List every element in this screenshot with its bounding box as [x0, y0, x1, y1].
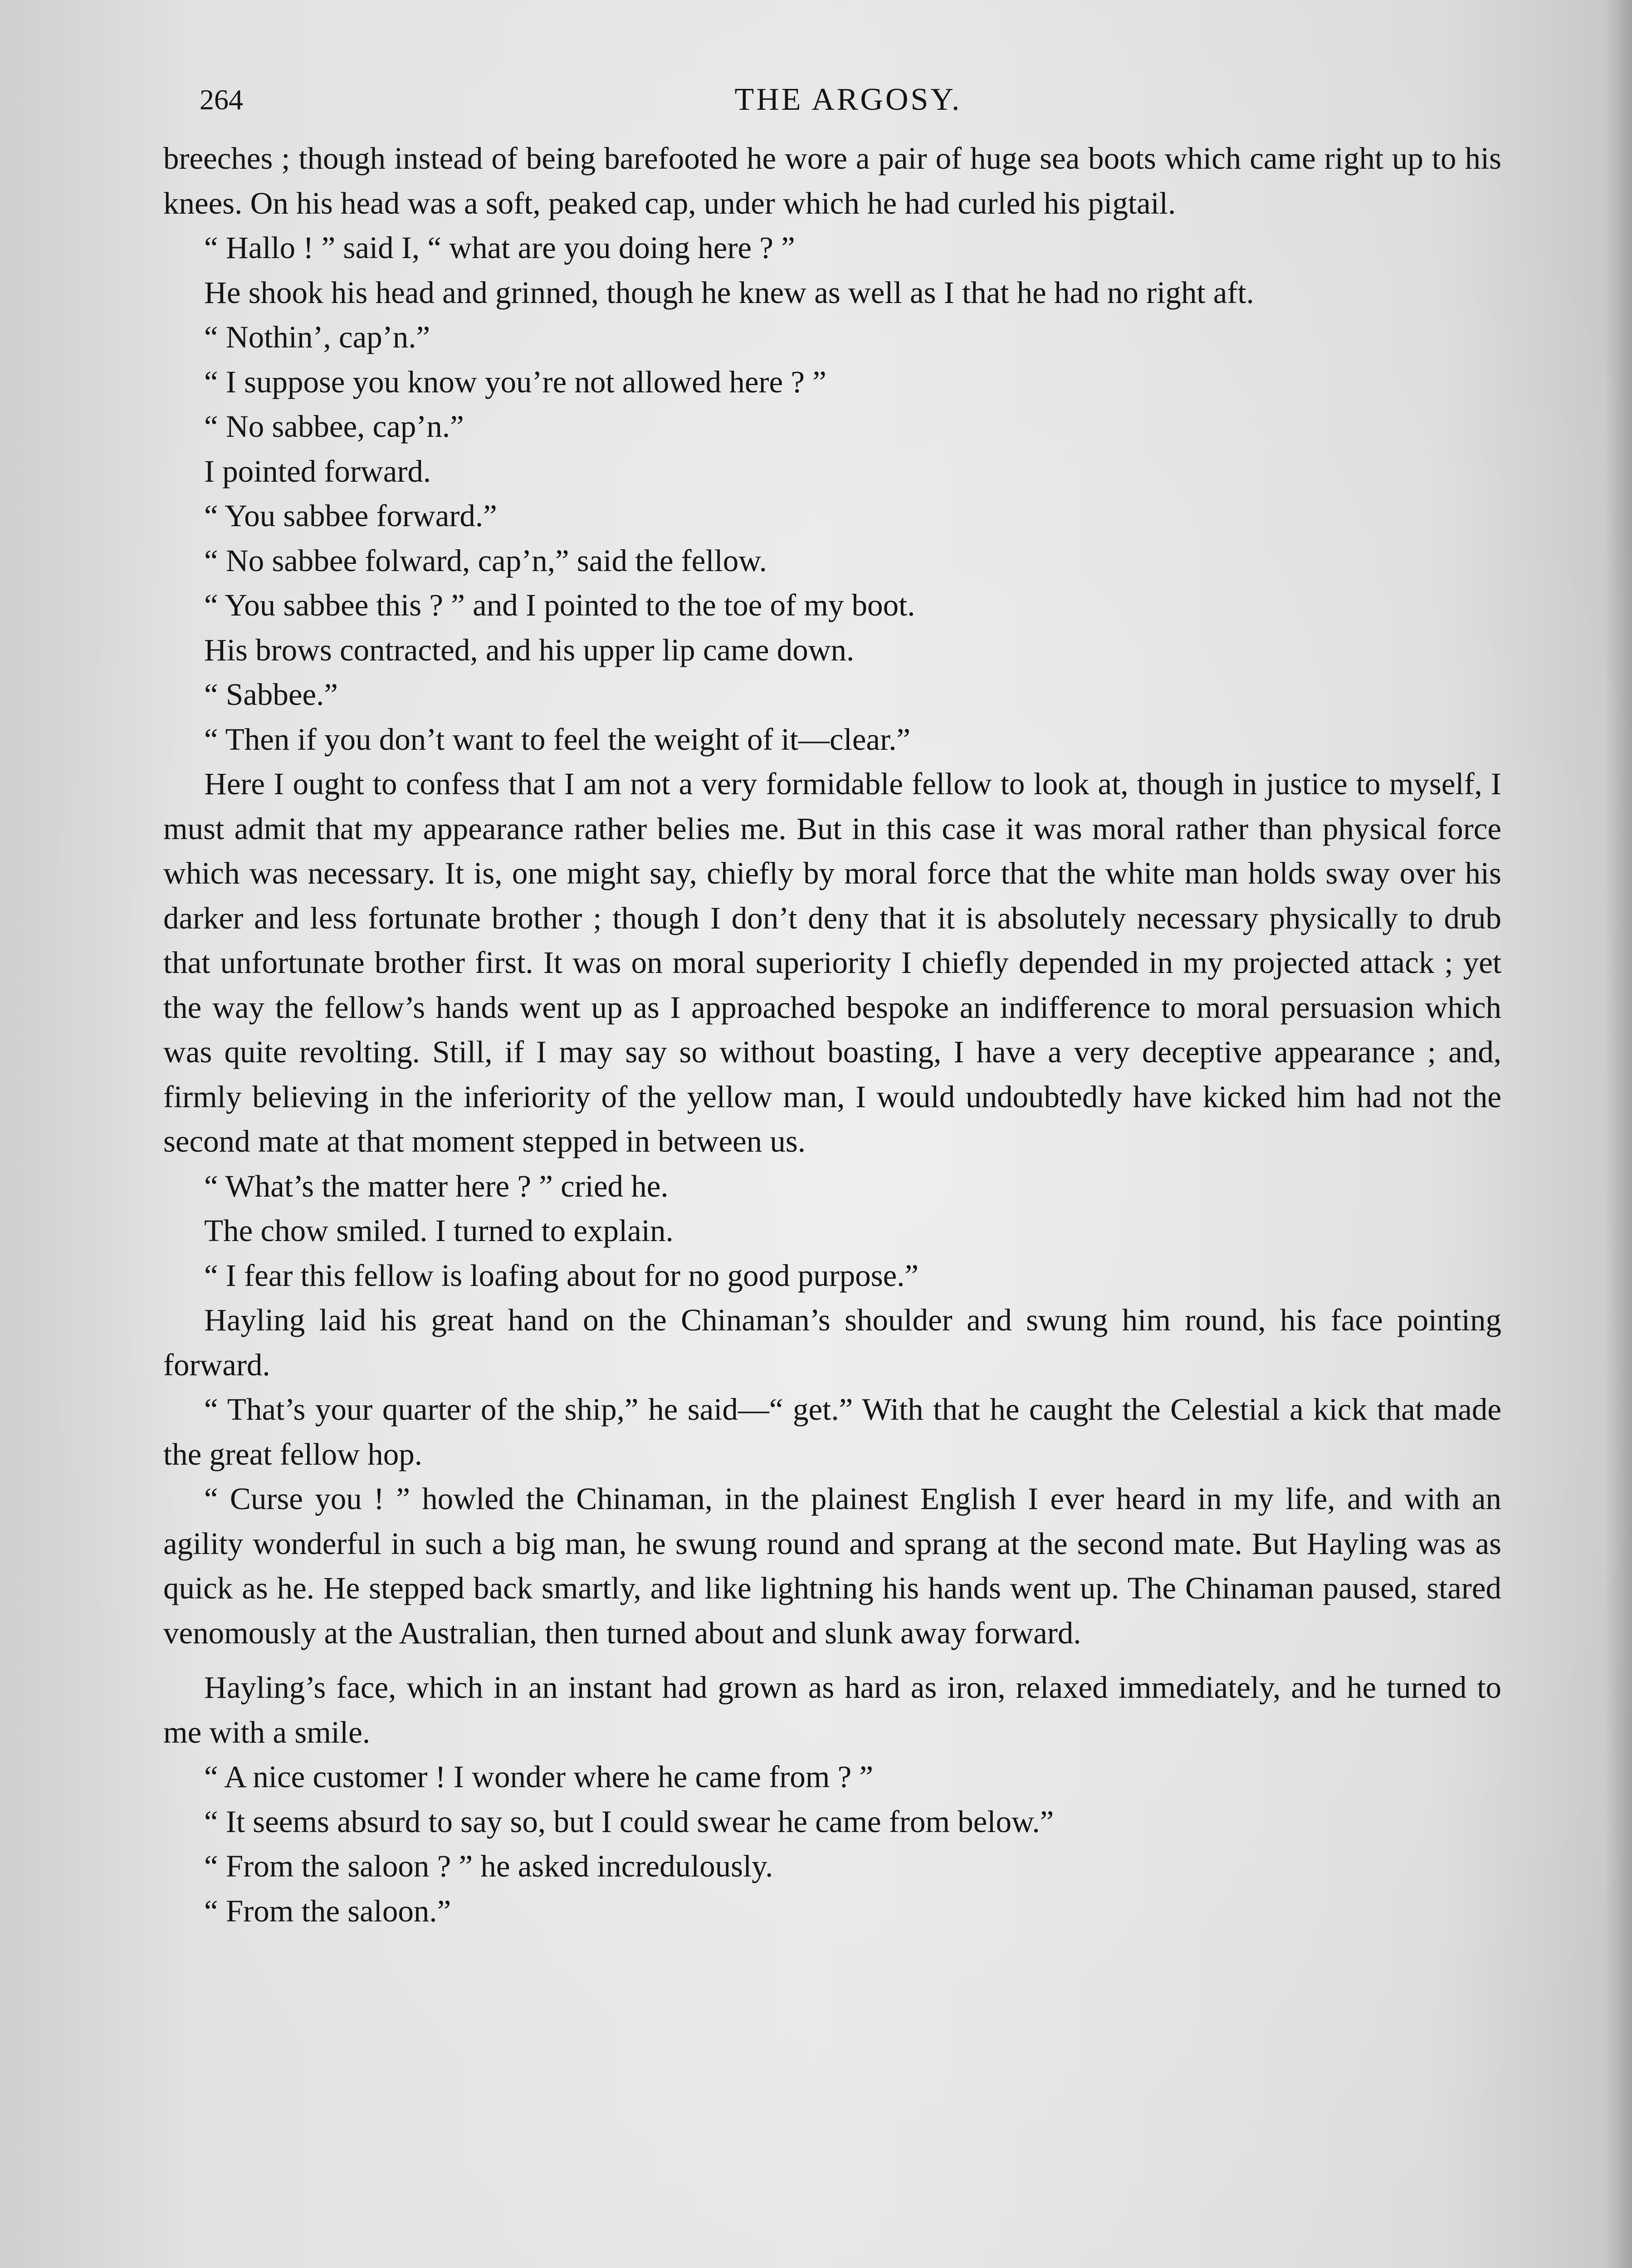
- paragraph: breeches ; though instead of being barefooted he wore a pair of huge sea boots which came right up to his knees. On his head was a soft, peaked cap, under which he had curled his pigtail.: [163, 141, 1501, 220]
- page-number: 264: [200, 83, 243, 116]
- paragraph: “ Sabbee.”: [204, 677, 338, 712]
- paragraph: “ It seems absurd to say so, but I could swear he came from below.”: [204, 1804, 1054, 1839]
- paragraph: “ A nice customer ! I wonder where he came from ? ”: [204, 1760, 874, 1794]
- running-head: [200, 77, 1497, 132]
- paragraph: “ That’s your quarter of the ship,” he said—“ get.” With that he caught the Celestial a kick that made the great fellow hop.: [163, 1392, 1501, 1471]
- paragraph: “ No sabbee, cap’n.”: [204, 409, 464, 444]
- paragraph: His brows contracted, and his upper lip came down.: [204, 632, 855, 667]
- paragraph: “ From the saloon.”: [204, 1893, 451, 1928]
- paragraph: “ Hallo ! ” said I, “ what are you doing here ? ”: [204, 230, 795, 265]
- paragraph: “ You sabbee forward.”: [204, 499, 497, 533]
- paragraph: “ I fear this fellow is loafing about for no good purpose.”: [204, 1258, 919, 1293]
- paragraph: “ From the saloon ? ” he asked incredulously.: [204, 1849, 773, 1883]
- paragraph: “ Curse you ! ” howled the Chinaman, in the plainest English I ever heard in my life, and with an agility wonderful in such a big man, he swung round and sprang at the second mate. But Hayling was as quick as he. He stepped back smartly, and like lightning his hands went up. The Chinaman paused, stared venomously at the Australian, then turned about and slunk away forward.: [163, 1481, 1501, 1650]
- paragraph: “ You sabbee this ? ” and I pointed to the toe of my boot.: [204, 588, 915, 622]
- paragraph: He shook his head and grinned, though he knew as well as I that he had no right aft.: [204, 275, 1254, 310]
- paragraph: “ Nothin’, cap’n.”: [204, 320, 430, 354]
- paragraph: “ Then if you don’t want to feel the weight of it—clear.”: [204, 722, 911, 757]
- journal-title: THE ARGOSY.: [734, 82, 962, 117]
- text-body: [163, 136, 1501, 2268]
- paragraph: Hayling laid his great hand on the Chinaman’s shoulder and swung him round, his face pointing forward.: [163, 1303, 1501, 1382]
- paragraph: The chow smiled. I turned to explain.: [204, 1213, 674, 1248]
- paragraph: Here I ought to confess that I am not a very formidable fellow to look at, though in justice to myself, I must admit that my appearance rather belies me. But in this case it was moral rather than physical force which was necessary. It is, one might say, chiefly by moral force that the white man holds sway over his darker and less fortunate brother ; though I don’t deny that it is absolutely necessary physically to drub that unfortunate brother first. It was on moral superiority I chiefly depended in my projected attack ; yet the way the fellow’s hands went up as I approached bespoke an indifference to moral persuasion which was quite revolting. Still, if I may say so without boasting, I have a very deceptive appearance ; and, firmly believing in the inferiority of the yellow man, I would undoubtedly have kicked him had not the second mate at that moment stepped in between us.: [163, 767, 1501, 1158]
- paragraph: “ What’s the matter here ? ” cried he.: [204, 1168, 669, 1203]
- paragraph: “ No sabbee folward, cap’n,” said the fellow.: [204, 543, 767, 578]
- paragraph: Hayling’s face, which in an instant had grown as hard as iron, relaxed immediately, and he turned to me with a smile.: [163, 1670, 1501, 1750]
- paragraph: I pointed forward.: [204, 454, 431, 489]
- paragraph: “ I suppose you know you’re not allowed here ? ”: [204, 364, 826, 399]
